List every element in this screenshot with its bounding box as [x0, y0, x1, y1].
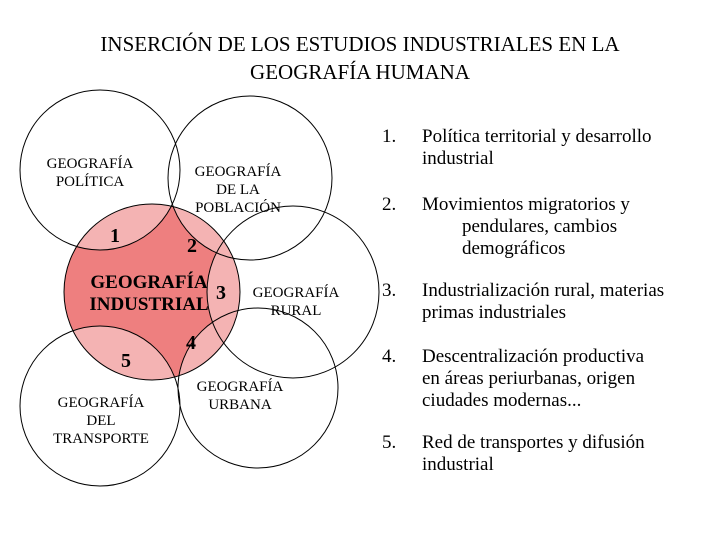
number-1: 1 — [110, 225, 120, 247]
label-poblacion — [178, 163, 298, 217]
list-item-number: 2. — [382, 194, 397, 215]
list-item — [382, 280, 718, 324]
title-line-1: INSERCIÓN DE LOS ESTUDIOS INDUSTRIALES EN LA — [100, 32, 620, 56]
list-item-line: Industrialización rural, materias — [422, 280, 665, 301]
label-poblacion-line: POBLACIÓN — [195, 200, 281, 216]
list-item-line: pendulares, cambios — [462, 216, 618, 237]
list-item-line: Política territorial y desarrollo — [422, 126, 652, 147]
label-politica-line: POLÍTICA — [55, 174, 125, 190]
label-poblacion-line: GEOGRAFÍA — [194, 164, 282, 180]
label-rural — [236, 284, 356, 320]
list-item-number: 3. — [382, 280, 397, 301]
list-item-number: 5. — [382, 432, 397, 453]
label-politica-line: GEOGRAFÍA — [46, 156, 134, 172]
list-item-line: industrial — [422, 454, 494, 475]
number-4: 4 — [186, 332, 196, 354]
title-line-2: GEOGRAFÍA HUMANA — [250, 60, 470, 84]
list-item-line: industrial — [422, 148, 494, 169]
label-politica — [30, 155, 150, 191]
list-item-line: en áreas periurbanas, origen — [422, 368, 636, 389]
list-item — [382, 194, 718, 260]
list-item-line: ciudades modernas... — [422, 390, 582, 411]
list-item-number: 4. — [382, 346, 397, 367]
list-item-line: demográficos — [462, 238, 566, 259]
label-transporte-line: TRANSPORTE — [53, 431, 149, 447]
label-transporte-line: GEOGRAFÍA — [57, 395, 145, 411]
label-rural-line: RURAL — [270, 303, 322, 319]
number-2: 2 — [187, 235, 197, 257]
label-poblacion-line: DE LA — [216, 182, 260, 198]
list-item — [382, 126, 718, 170]
numbered-list — [382, 126, 718, 476]
number-5: 5 — [121, 350, 131, 372]
list-item-line: Descentralización productiva — [422, 346, 645, 367]
list-item-line: primas industriales — [422, 302, 567, 323]
label-rural-line: GEOGRAFÍA — [252, 285, 340, 301]
label-industrial-line: GEOGRAFÍA — [90, 272, 208, 293]
label-industrial — [84, 272, 214, 316]
label-transporte-line: DEL — [86, 413, 116, 429]
list-item-line: Movimientos migratorios y — [422, 194, 630, 215]
number-3: 3 — [216, 282, 226, 304]
label-transporte — [36, 394, 166, 448]
label-industrial-line: INDUSTRIAL — [89, 294, 209, 315]
list-item-line: Red de transportes y difusión — [422, 432, 645, 453]
list-item — [382, 432, 718, 476]
list-item — [382, 346, 718, 412]
label-urbana-line: GEOGRAFÍA — [196, 379, 284, 395]
label-urbana-line: URBANA — [208, 397, 272, 413]
label-urbana — [180, 378, 300, 414]
list-item-number: 1. — [382, 126, 397, 147]
